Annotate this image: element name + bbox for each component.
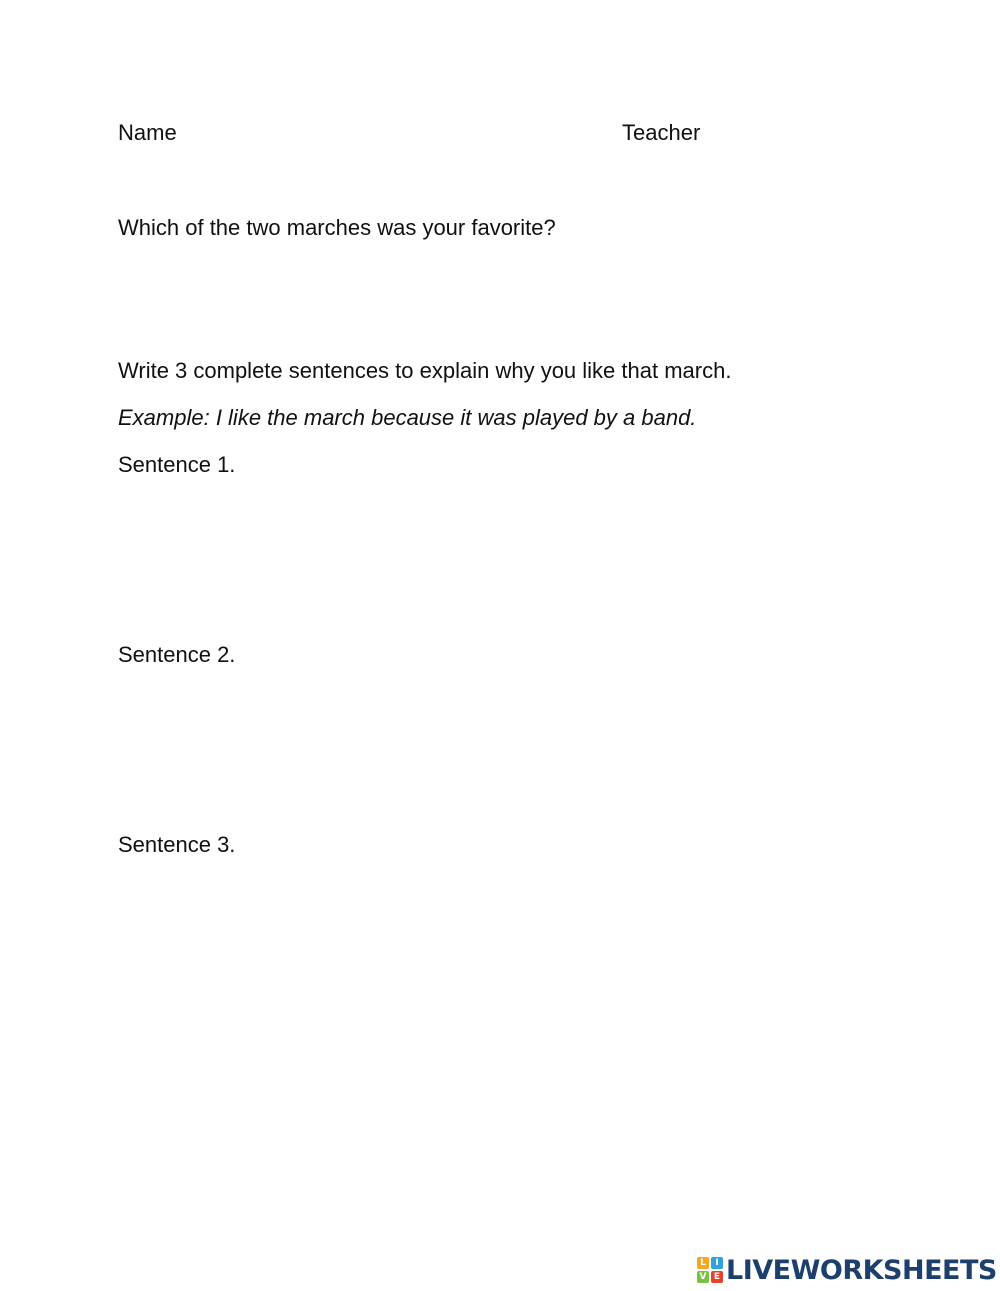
liveworksheets-logo [697,1255,997,1285]
instruction-text: Write 3 complete sentences to explain why you like that march. [118,358,732,383]
sentence-1-label: Sentence 1. [118,452,236,477]
logo-mark-letter-v: V [697,1271,709,1283]
sentence-3-label: Sentence 3. [118,832,236,857]
name-label: Name [118,120,177,145]
sentence-2-label: Sentence 2. [118,642,236,667]
logo-mark-icon [697,1257,723,1283]
teacher-label: Teacher [622,120,701,145]
logo-mark-letter-i: I [711,1257,723,1269]
logo-mark-letter-e: E [711,1271,723,1283]
example-text: Example: I like the march because it was played by a band. [118,405,697,430]
logo-text: LIVEWORKSHEETS [726,1254,997,1286]
question-text: Which of the two marches was your favorite? [118,215,556,240]
logo-mark-letter-l: L [697,1257,709,1269]
